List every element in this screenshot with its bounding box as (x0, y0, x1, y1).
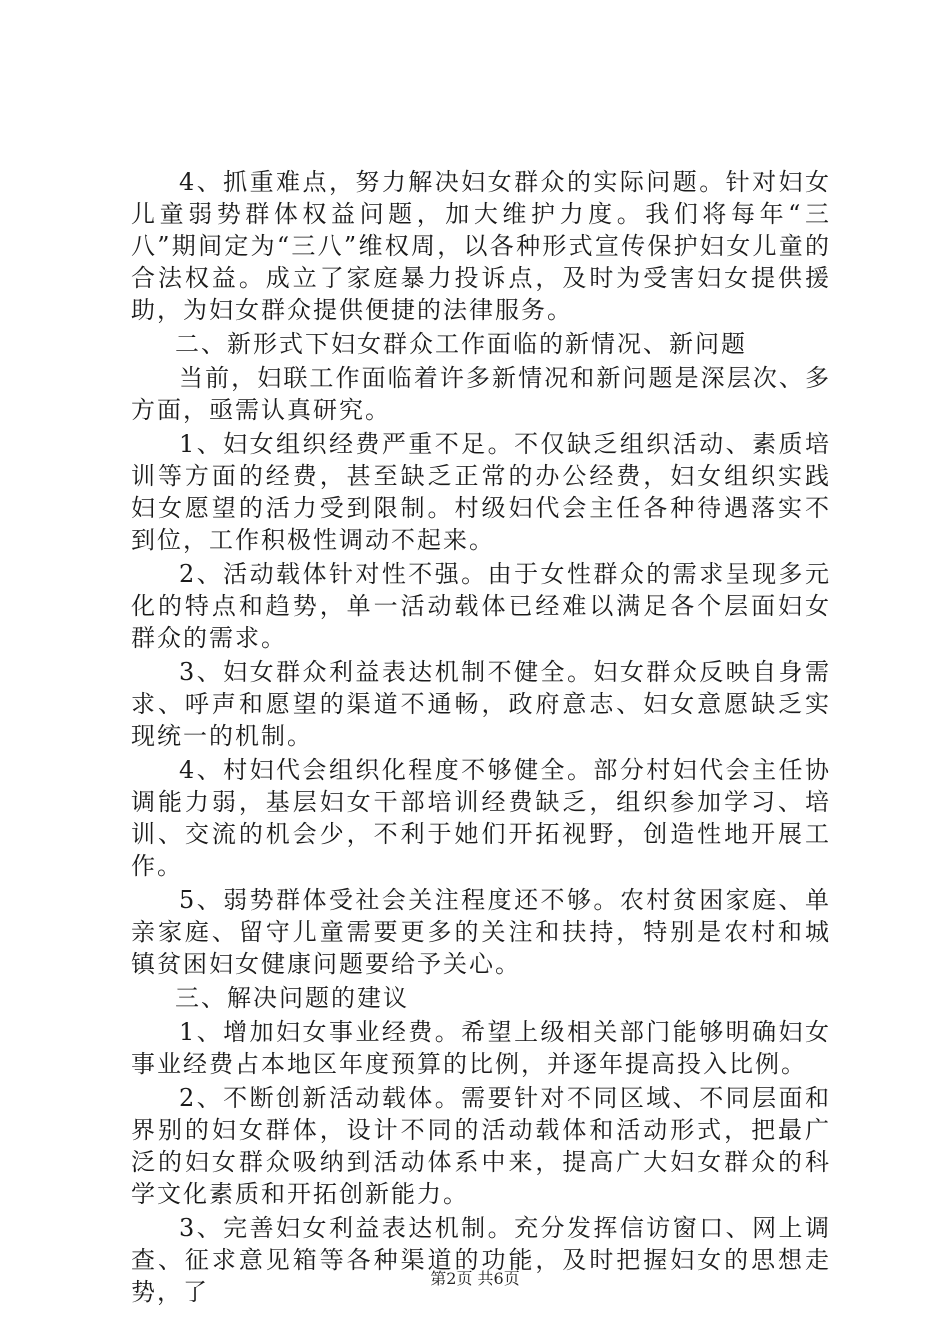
paragraph-problem-2: 2、活动载体针对性不强。由于女性群众的需求呈现多元化的特点和趋势，单一活动载体已经难以满足各个层面妇女群众的需求。 (131, 560, 831, 652)
document-body (131, 166, 831, 1310)
paragraph-problem-4: 4、村妇代会组织化程度不够健全。部分村妇代会主任协调能力弱，基层妇女干部培训经费缺乏，组织参加学习、培训、交流的机会少，不利于她们开拓视野，创造性地开展工作。 (131, 756, 831, 880)
paragraph-problem-5: 5、弱势群体受社会关注程度还不够。农村贫困家庭、单亲家庭、留守儿童需要更多的关注和扶持，特别是农村和城镇贫困妇女健康问题要给予关心。 (131, 886, 831, 978)
paragraph-problem-3: 3、妇女群众利益表达机制不健全。妇女群众反映自身需求、呼声和愿望的渠道不通畅，政府意志、妇女意愿缺乏实现统一的机制。 (131, 658, 831, 750)
section-heading-2: 二、新形式下妇女群众工作面临的新情况、新问题 (175, 330, 747, 358)
section-heading-3: 三、解决问题的建议 (175, 984, 409, 1012)
paragraph-suggestion-3: 3、完善妇女利益表达机制。充分发挥信访窗口、网上调查、征求意见箱等各种渠道的功能，及时把握妇女的思想走势，了 (131, 1214, 831, 1306)
paragraph-intro: 当前，妇联工作面临着许多新情况和新问题是深层次、多方面，亟需认真研究。 (131, 364, 831, 424)
paragraph-suggestion-1: 1、增加妇女事业经费。希望上级相关部门能够明确妇女事业经费占本地区年度预算的比例，并逐年提高投入比例。 (131, 1018, 831, 1078)
paragraph-problem-1: 1、妇女组织经费严重不足。不仅缺乏组织活动、素质培训等方面的经费，甚至缺乏正常的办公经费，妇女组织实践妇女愿望的活力受到限制。村级妇代会主任各种待遇落实不到位，工作积极性调动不起来。 (131, 430, 831, 554)
paragraph-1: 4、抓重难点，努力解决妇女群众的实际问题。针对妇女儿童弱势群体权益问题，加大维护力度。我们将每年“三八”期间定为“三八”维权周，以各种形式宣传保护妇女儿童的合法权益。成立了家庭暴力投诉点，及时为受害妇女提供援助，为妇女群众提供便捷的法律服务。 (131, 168, 831, 324)
page-number-footer: 第2页 共6页 (430, 1269, 520, 1288)
paragraph-suggestion-2: 2、不断创新活动载体。需要针对不同区域、不同层面和界别的妇女群体，设计不同的活动载体和活动形式，把最广泛的妇女群众吸纳到活动体系中来，提高广大妇女群众的科学文化素质和开拓创新能力。 (131, 1084, 831, 1208)
